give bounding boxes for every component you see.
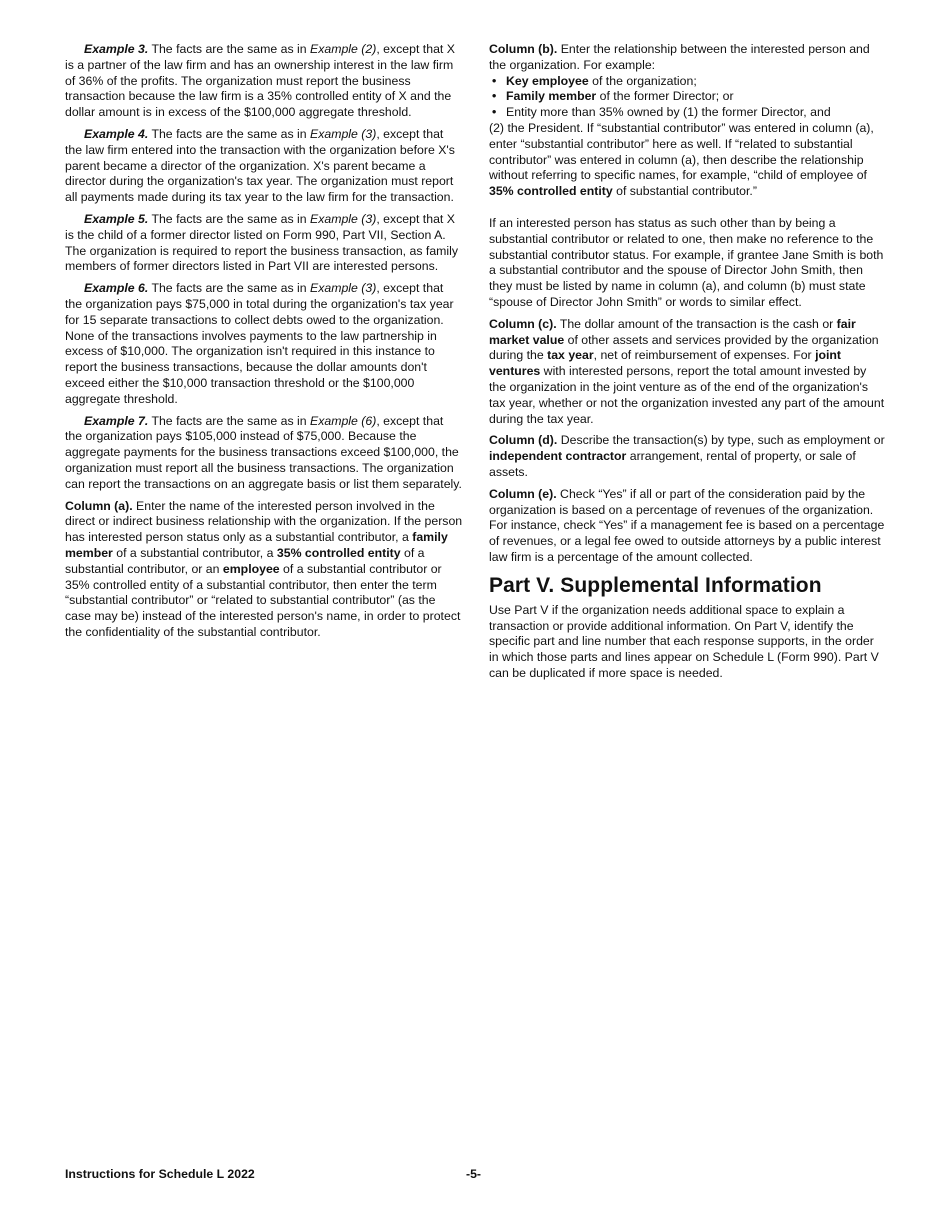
bold-term: 35% controlled entity [276, 545, 401, 560]
paragraph-text: with interested persons, report the total amount invested by the organization in the joint venture as of the end of the organization's tax year, whether or not the organization invested any part of the amount during the tax year. [489, 364, 885, 426]
bold-term: fair market value [489, 316, 856, 347]
example-label: Example 4. [84, 126, 149, 141]
paragraph-text: The dollar amount of the transaction is the cash or [556, 316, 837, 331]
paragraph-text: of a substantial contributor, a [112, 545, 277, 560]
example-reference: Example (3) [310, 211, 377, 226]
left-column [65, 42, 463, 647]
footer-page-number: -5- [466, 1167, 482, 1181]
column-e-paragraph [489, 487, 886, 566]
list-item-text: of the organization; [588, 73, 697, 88]
list-item-text: of the former Director; or [596, 89, 734, 104]
column-label: Column (d). [489, 433, 558, 448]
bold-term: family member [65, 530, 448, 560]
paragraph-text: The facts are the same as in [148, 413, 311, 428]
example-6-paragraph [65, 281, 463, 407]
paragraph-text: Enter the name of the interested person involved in the direct or indirect business relationship with the organization. If the person has interested person status only as a substantial contributor, a [65, 498, 463, 545]
paragraph-text: of substantial contributor.” [612, 184, 757, 199]
paragraph-text: of a substantial contributor or 35% controlled entity of a substantial contributor, then enter the term “substantial contributor” or “related to substantial contributor” (as the case may be) instead of the interested person's name, in order to protect the confidentiality of the substantial contributor. [65, 561, 461, 639]
bold-term: independent contractor [489, 449, 627, 464]
paragraph-text: , except that the law firm entered into the transaction with the organization before X's parent became a director of the organization. X's parent became a director during the organization's tax year. The organization must report all payments made during its tax year to the law firm for the transaction. [65, 126, 455, 205]
example-5-paragraph [65, 212, 463, 275]
paragraph-text: , except that X is a partner of the law firm and has an ownership interest in the law firm of 36% of the profits. The organization must report the business transaction because the law firm is a 35% controlled entity of X and the dollar amount is in excess of the $100,000 aggregate threshold. [65, 42, 455, 120]
paragraph-text: The facts are the same as in [148, 211, 311, 226]
example-reference: Example (3) [310, 281, 377, 296]
bold-term: Family member [506, 89, 597, 104]
column-b-section [489, 42, 886, 200]
bold-term: Key employee [506, 73, 589, 88]
relationship-list [489, 74, 886, 121]
bold-term: tax year [547, 348, 594, 363]
list-item [489, 89, 886, 105]
list-item-text: Entity more than 35% owned by (1) the former Director, and [506, 105, 831, 120]
paragraph-text: Enter the relationship between the interested person and the organization. For example: [489, 42, 870, 72]
column-label: Column (c). [489, 316, 557, 331]
example-4-paragraph [65, 127, 463, 206]
example-reference: Example (6) [310, 413, 377, 428]
paragraph-text: of a substantial contributor, or an [65, 545, 425, 576]
paragraph-text: The facts are the same as in [148, 126, 311, 141]
bold-term: joint ventures [489, 348, 842, 379]
column-b-continuation [489, 121, 886, 200]
column-label: Column (e). [489, 486, 557, 501]
bold-term: employee [222, 561, 280, 576]
part-v-heading: Part V. Supplemental Information [489, 573, 822, 597]
example-reference: Example (2) [310, 42, 377, 56]
example-label: Example 5. [84, 211, 149, 226]
example-label: Example 3. [84, 42, 149, 56]
column-label: Column (b). [489, 42, 558, 56]
paragraph-text: arrangement, rental of property, or sale of assets. [489, 449, 856, 479]
right-column [489, 42, 886, 688]
bold-term: 35% controlled entity [489, 184, 613, 199]
column-label: Column (a). [65, 498, 133, 513]
column-b-intro [489, 42, 886, 74]
example-3-paragraph [65, 42, 463, 121]
example-label: Example 6. [84, 281, 149, 296]
footer-document-title: Instructions for Schedule L 2022 [65, 1167, 255, 1181]
paragraph-text: , except that the organization pays $75,000 in total during the organization's tax year for 15 separate transactions to collect debts owed to the organization. None of the transactions involves payments to the law partnership in excess of $10,000. The organization isn't required in this instance to report the business transactions, because the dollar amounts don't exceed either the $10,000 transaction threshold or the $100,000 aggregate threshold. [65, 281, 454, 406]
column-c-paragraph [489, 317, 886, 428]
paragraph-text: , except that X is the child of a former director listed on Form 990, Part VII, Section A. The organization is required to report the business transaction, as family members of former directors listed in Part VII are interested persons. [65, 211, 459, 274]
list-item [489, 105, 886, 121]
column-a-paragraph [65, 499, 463, 641]
paragraph-text: , except that the organization pays $105,000 instead of $75,000. Because the aggregate payments for the business transactions exceed $100,000, the organization must report all the business transactions. The organization can report the transactions on an aggregate basis or list them separately. [65, 413, 462, 491]
column-d-paragraph [489, 433, 886, 480]
paragraph-text: , net of reimbursement of expenses. For [593, 348, 816, 363]
paragraph-text: (2) the President. If “substantial contributor” was entered in column (a), enter “substantial contributor” here as well. If “related to substantial contributor” was entered in column (a), then describe the relationship without referring to specific names, for example, “child of employee of [489, 120, 874, 183]
paragraph-text: The facts are the same as in [148, 42, 311, 56]
paragraph-text: of other assets and services provided by the organization during the [489, 332, 879, 363]
interested-person-status-paragraph: If an interested person has status as such other than by being a substantial contributor or related to one, then make no reference to the substantial contributor status. For example, if grantee Jane Smith is both a substantial contributor and the spouse of Director John Smith, then they must be listed by name in column (a), and column (b) must state “spouse of Director John Smith” or words to similar effect. [489, 215, 884, 309]
example-7-paragraph [65, 414, 463, 493]
example-reference: Example (3) [310, 126, 377, 141]
example-label: Example 7. [84, 413, 149, 428]
list-item [489, 74, 886, 90]
paragraph-text: Check “Yes” if all or part of the consideration paid by the organization is based on a percentage of revenues of the organization. For instance, check “Yes” if a management fee is based on a percentage of revenues, or a legal fee owed to outside attorneys by a public interest law firm is a percentage of the amount collected. [489, 486, 885, 564]
paragraph-text: The facts are the same as in [148, 281, 311, 296]
paragraph-text: Describe the transaction(s) by type, such as employment or [557, 433, 885, 448]
part-v-paragraph: Use Part V if the organization needs additional space to explain a transaction or provide additional information. On Part V, identify the specific part and line number that each response supports, in the order in which those parts and lines appear on Schedule L (Form 990). Part V can be duplicated if more space is needed. [489, 602, 879, 680]
